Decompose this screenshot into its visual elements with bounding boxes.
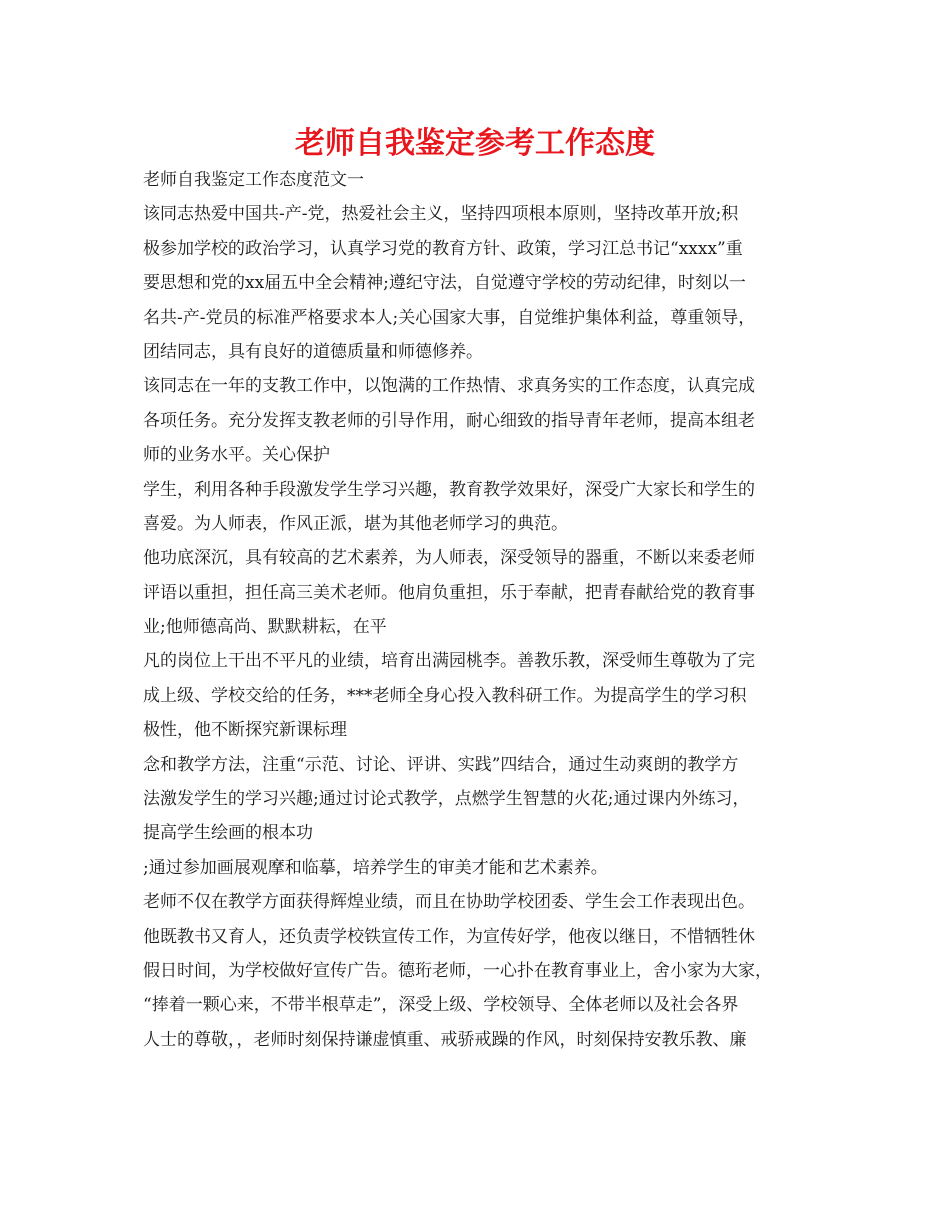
text-line: 各项任务。充分发挥支教老师的引导作用，耐心细致的指导青年老师，提高本组老 (143, 410, 755, 431)
text-line: 评语以重担，担任高三美术老师。他肩负重担，乐于奉献，把青春献给党的教育事 (143, 582, 755, 603)
text-line: 喜爱。为人师表，作风正派，堪为其他老师学习的典范。 (143, 513, 568, 534)
text-line: 学生，利用各种手段激发学生学习兴趣，教育教学效果好，深受广大家长和学生的 (143, 479, 755, 500)
document-title: 老师自我鉴定参考工作态度 (295, 126, 655, 161)
text-line: 业;他师德高尚、默默耕耘，在平 (143, 617, 387, 638)
text-line: 该同志热爱中国共-产-党，热爱社会主义，坚持四项根本原则，坚持改革开放;积 (143, 204, 739, 225)
document-body (143, 163, 813, 1057)
text-line: 凡的岗位上干出不平凡的业绩，培育出满园桃李。善教乐教，深受师生尊敬为了完 (143, 651, 755, 672)
text-line: 法激发学生的学习兴趣;通过讨论式教学，点燃学生智慧的火花;通过课内外练习， (143, 789, 750, 810)
text-line: 名共-产-党员的标准严格要求本人;关心国家大事，自觉维护集体利益，尊重领导， (143, 307, 756, 328)
text-line: 成上级、学校交给的任务，***老师全身心投入教科研工作。为提高学生的学习积 (143, 685, 747, 706)
text-line: 人士的尊敬，，老师时刻保持谦虚慎重、戒骄戒躁的作风，时刻保持安教乐教、廉 (143, 1029, 747, 1050)
text-line: “捧着一颗心来，不带半根草走”，深受上级、学校领导、全体老师以及社会各界 (143, 995, 739, 1016)
text-line: 他功底深沉，具有较高的艺术素养，为人师表，深受领导的器重，不断以来委老师 (143, 548, 755, 569)
text-line: 师的业务水平。关心保护 (143, 445, 330, 466)
text-line: 他既教书又育人，还负责学校铁宣传工作，为宣传好学，他夜以继日，不惜牺牲休 (143, 926, 755, 947)
text-line: 团结同志，具有良好的道德质量和师德修养。 (143, 341, 483, 362)
text-line: 老师不仅在教学方面获得辉煌业绩，而且在协助学校团委、学生会工作表现出色。 (143, 892, 755, 913)
text-line: 老师自我鉴定工作态度范文一 (143, 170, 364, 190)
text-line: 极参加学校的政治学习，认真学习党的教育方针、政策，学习江总书记“xxxx”重 (143, 238, 743, 259)
text-line: 要思想和党的xx届五中全会精神;遵纪守法，自觉遵守学校的劳动纪律，时刻以一 (143, 273, 746, 294)
text-line: 该同志在一年的支教工作中，以饱满的工作热情、求真务实的工作态度，认真完成 (143, 376, 755, 397)
text-line: 念和教学方法，注重“示范、讨论、评讲、实践”四结合，通过生动爽朗的教学方 (143, 754, 739, 775)
text-line: 提高学生绘画的根本功 (143, 823, 313, 844)
text-line: 极性，他不断探究新课标理 (143, 720, 347, 741)
text-line: ;通过参加画展观摩和临摹，培养学生的审美才能和艺术素养。 (143, 857, 608, 878)
text-line: 假日时间，为学校做好宣传广告。德珩老师，一心扑在教育事业上，舍小家为大家， (143, 960, 772, 981)
